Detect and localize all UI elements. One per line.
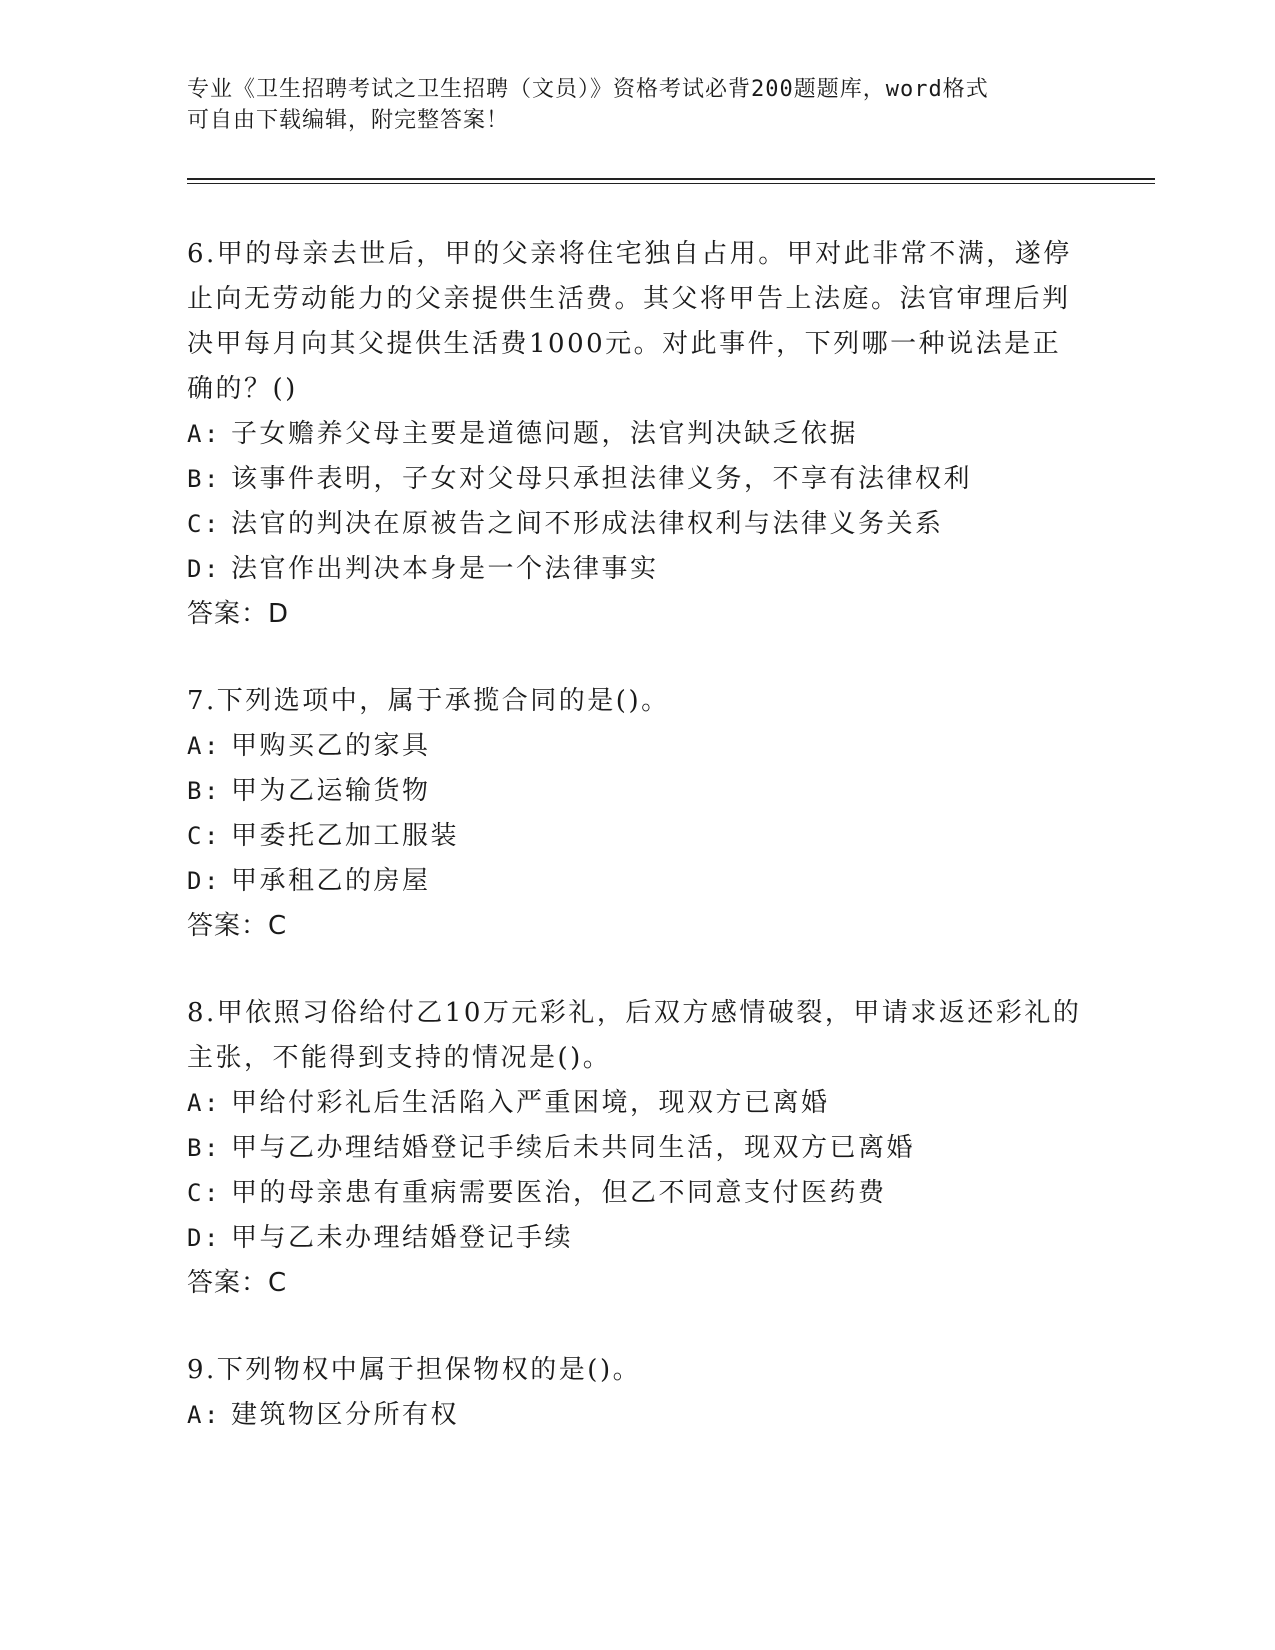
header-line-1: 专业《卫生招聘考试之卫生招聘（文员）》资格考试必背200题题库，word格式 xyxy=(187,77,989,102)
option-d xyxy=(187,547,1087,592)
option-text: 甲委托乙加工服装 xyxy=(231,821,460,851)
option-a xyxy=(187,1393,1087,1438)
option-a xyxy=(187,412,1087,457)
answer-line: 答案：C xyxy=(187,1268,288,1298)
option-text: 甲为乙运输货物 xyxy=(231,776,431,806)
option-a xyxy=(187,724,1087,769)
option-text: 法官的判决在原被告之间不形成法律权利与法律义务关系 xyxy=(231,509,944,539)
document-header xyxy=(187,74,1067,136)
option-b xyxy=(187,769,1087,814)
answer-line: 答案：D xyxy=(187,599,290,629)
option-c xyxy=(187,502,1087,547)
option-key: C: xyxy=(187,1179,221,1207)
option-c xyxy=(187,1171,1087,1216)
question-9 xyxy=(187,1348,1087,1438)
option-key: B: xyxy=(187,465,221,493)
option-key: D: xyxy=(187,555,221,583)
option-text: 该事件表明，子女对父母只承担法律义务，不享有法律权利 xyxy=(231,464,973,494)
option-text: 甲与乙办理结婚登记手续后未共同生活，现双方已离婚 xyxy=(231,1133,916,1163)
option-key: A: xyxy=(187,1089,221,1117)
option-key: D: xyxy=(187,867,221,895)
option-d xyxy=(187,1216,1087,1261)
header-line-2: 可自由下载编辑，附完整答案！ xyxy=(187,108,510,133)
option-text: 甲承租乙的房屋 xyxy=(231,866,431,896)
question-stem: 8.甲依照习俗给付乙10万元彩礼，后双方感情破裂，甲请求返还彩礼的主张，不能得到支持的情况是()。 xyxy=(187,998,1082,1073)
option-text: 甲购买乙的家具 xyxy=(231,731,431,761)
option-text: 子女赡养父母主要是道德问题，法官判决缺乏依据 xyxy=(231,419,859,449)
option-c xyxy=(187,814,1087,859)
question-stem: 9.下列物权中属于担保物权的是()。 xyxy=(187,1355,642,1385)
option-key: A: xyxy=(187,1401,221,1429)
option-text: 甲的母亲患有重病需要医治，但乙不同意支付医药费 xyxy=(231,1178,887,1208)
question-stem: 7.下列选项中，属于承揽合同的是()。 xyxy=(187,686,670,716)
answer-line: 答案：C xyxy=(187,911,288,941)
option-key: D: xyxy=(187,1224,221,1252)
question-6 xyxy=(187,232,1087,637)
option-d xyxy=(187,859,1087,904)
option-a xyxy=(187,1081,1087,1126)
option-key: B: xyxy=(187,1134,221,1162)
header-divider-thick xyxy=(187,178,1155,180)
option-text: 甲给付彩礼后生活陷入严重困境，现双方已离婚 xyxy=(231,1088,830,1118)
option-key: A: xyxy=(187,732,221,760)
option-text: 法官作出判决本身是一个法律事实 xyxy=(231,554,659,584)
question-8 xyxy=(187,991,1087,1306)
header-divider-thin xyxy=(187,183,1155,184)
question-7 xyxy=(187,679,1087,949)
option-key: A: xyxy=(187,420,221,448)
option-text: 建筑物区分所有权 xyxy=(231,1400,460,1430)
option-text: 甲与乙未办理结婚登记手续 xyxy=(231,1223,574,1253)
question-list xyxy=(187,232,1087,1480)
question-stem: 6.甲的母亲去世后，甲的父亲将住宅独自占用。甲对此非常不满，遂停止向无劳动能力的父亲提供生活费。其父将甲告上法庭。法官审理后判决甲每月向其父提供生活费1000元。对此事件，下列哪一种说法是正确的？() xyxy=(187,239,1072,404)
option-b xyxy=(187,1126,1087,1171)
option-b xyxy=(187,457,1087,502)
option-key: B: xyxy=(187,777,221,805)
option-key: C: xyxy=(187,822,221,850)
option-key: C: xyxy=(187,510,221,538)
